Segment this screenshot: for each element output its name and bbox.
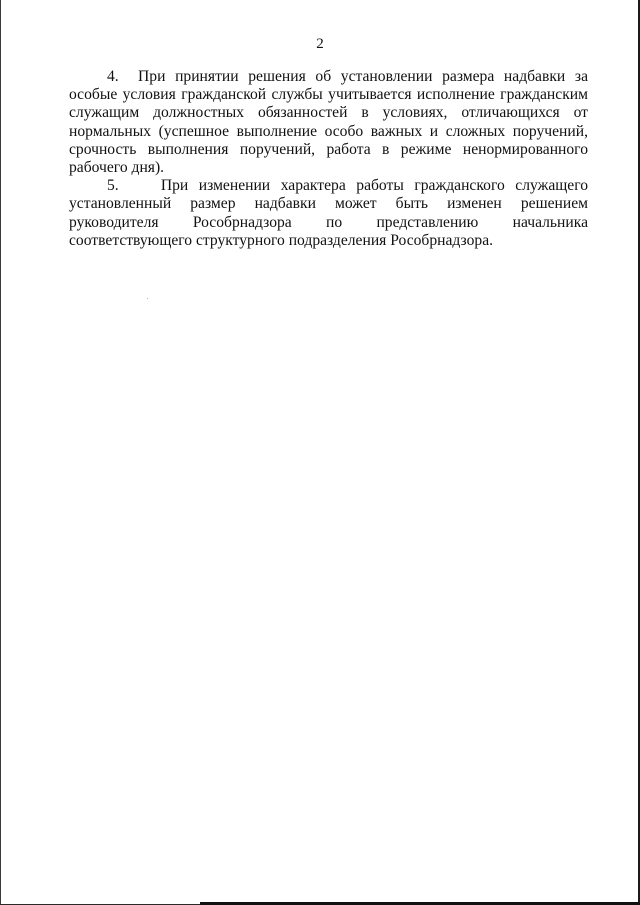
paragraph-4-number: 4. <box>107 68 119 85</box>
paragraph-4 <box>69 68 588 177</box>
paragraph-5-text: При изменении характера работы гражданского служащего установленный размер надбавки может быть изменен решением руководителя Рособрнадзора по представлению начальника соответствующего структурного подразделения Рособрнадзора. <box>69 177 588 249</box>
scan-border-left <box>0 0 1 905</box>
paragraph-4-text: При принятии решения об установлении размера надбавки за особые условия гражданской службы учитывается исполнение гражданским служащим должностных обязанностей в условиях, отличающихся от нормальных (успешное выполнение особо важных и сложных поручений, срочность выполнения поручений, работа в режиме ненормированного рабочего дня). <box>69 68 588 177</box>
page-number: 2 <box>316 36 324 52</box>
body-text <box>69 68 588 250</box>
paragraph-5-number: 5. <box>107 177 119 195</box>
scan-speck <box>147 298 148 299</box>
paragraph-5 <box>69 177 588 250</box>
